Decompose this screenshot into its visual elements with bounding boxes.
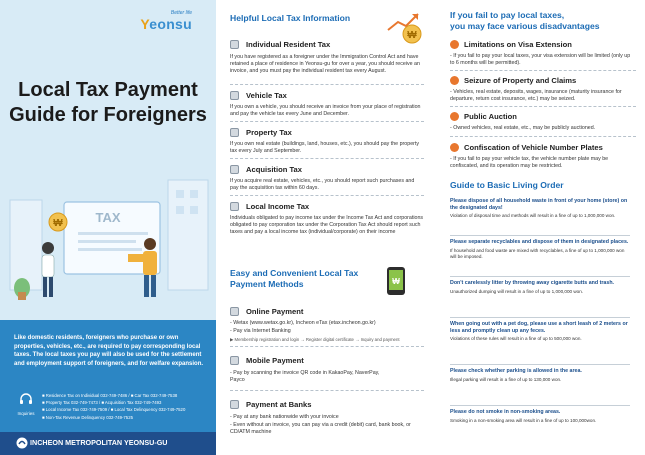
footer-org-name: INCHEON METROPOLITAN YEONSU-GU xyxy=(30,438,168,447)
living-order-penalty: Violation of disposal time and methods will result in a fine of up to 1,000,000 won. xyxy=(450,213,616,219)
divider xyxy=(230,84,424,85)
yeonsu-logo xyxy=(140,10,192,32)
living-order-penalty: If household and food waste are mixed with recyclables, a fine of up to 1,000,000 won will be imposed. xyxy=(450,247,625,259)
warning-icon xyxy=(450,40,459,49)
living-order-penalty: Unauthorized dumping will result in a fine of up to 1,000,000 won. xyxy=(450,288,584,294)
computer-icon xyxy=(230,307,239,316)
divider xyxy=(450,106,636,107)
divider xyxy=(450,136,636,137)
living-order-rule: When going out with a pet dog, please use a short leash of 2 meters or less and promptly clean up any feces. xyxy=(450,321,628,334)
money-bag-icon xyxy=(386,10,426,44)
living-order-rule: Please dispose of all household waste in front of your home (store) on the designated days! xyxy=(450,198,628,211)
divider xyxy=(450,70,636,71)
online-payment-note: ▶ Membership registration and login → Register digital certificate → Inquiry and payment xyxy=(230,337,400,342)
divider xyxy=(230,346,424,347)
cover-title: Local Tax Payment Guide for Foreigners xyxy=(9,79,207,126)
online-payment-line: - Wetax (www.wetax.go.kr), Incheon eTax (etax.incheon.go.kr) xyxy=(230,320,376,326)
intro-text: Like domestic residents, foreigners who purchase or own properties, vehicles, etc., are required to pay corresponding local taxes. The local taxes you pay will also be used for the settlement and employment support of foreigners, and for welfare expansion. xyxy=(14,335,204,367)
inquiry-line: ■ Local Income Tax 032-749-7509 / ■ Local Tax Delinquency 032-749-7520 xyxy=(42,407,186,413)
property-tax-heading: Property Tax xyxy=(246,128,292,137)
plates-text: - If you fail to pay your vehicle tax, the vehicle number plate may be confiscated, and its operation may be restricted. xyxy=(450,156,609,170)
living-order-item xyxy=(450,239,630,277)
divider xyxy=(230,158,424,159)
inquiries-label-group xyxy=(14,392,38,416)
acquisition-tax-heading: Acquisition Tax xyxy=(246,165,302,174)
living-order-penalty: Violations of these rules will result in a fine of up to 500,000 won. xyxy=(450,336,582,342)
local-income-tax-heading: Local Income Tax xyxy=(246,202,310,211)
online-payment-heading: Online Payment xyxy=(246,307,304,316)
mobile-payment-heading: Mobile Payment xyxy=(246,356,304,365)
cover-panel xyxy=(0,0,216,455)
individual-resident-tax-heading: Individual Resident Tax xyxy=(246,40,331,49)
disadvantages-title: If you fail to pay local taxes, you may face various disadvantages xyxy=(450,10,600,31)
living-order-item xyxy=(450,321,630,365)
warning-icon xyxy=(450,143,459,152)
tax-board-label: TAX xyxy=(95,210,121,225)
living-order-penalty: Smoking in a non-smoking area will result in a fine of up to 100,000won. xyxy=(450,417,597,423)
payment-section-title: Easy and Convenient Local Tax Payment Methods xyxy=(230,268,359,289)
online-payment-line: - Pay via Internet Banking xyxy=(230,328,291,334)
visa-limit-heading: Limitations on Visa Extension xyxy=(464,40,572,49)
living-order-item xyxy=(450,368,630,406)
inquiry-line: ■ Residence Tax on Individual 032-749-7486 / ■ Car Tax 032-749-7538 xyxy=(42,393,178,398)
logo-tagline: Better life xyxy=(170,10,192,16)
bank-payment-line: - Even without an invoice, you can pay via a credit (debit) card, bank book, or CD/ATM machine xyxy=(230,422,411,436)
bank-payment-line: - Pay at any bank nationwide with your invoice xyxy=(230,414,339,420)
inquiry-line: ■ Non-Tax Revenue Delinquency 032-749-7525 xyxy=(42,414,133,420)
document-icon xyxy=(230,91,239,100)
phone-icon xyxy=(386,266,406,296)
info-section-title: Helpful Local Tax Information xyxy=(230,13,351,23)
svg-text:₩: ₩ xyxy=(407,30,417,41)
acquisition-tax-text: If you acquire real estate, vehicles, etc., you should report such purchases and pay the acquisition tax within 60 days. xyxy=(230,178,415,192)
living-order-penalty: Illegal parking will result in a fine of up to 130,000 won. xyxy=(450,376,562,382)
auction-text: - Owned vehicles, real estate, etc., may be publicly auctioned. xyxy=(450,125,596,131)
living-order-item xyxy=(450,409,630,447)
vehicle-tax-heading: Vehicle Tax xyxy=(246,91,287,100)
divider xyxy=(230,195,424,196)
svg-text:₩: ₩ xyxy=(392,277,400,286)
seizure-text: - Vehicles, real estate, deposits, wages, insurance (maturity insurance for departure, return cost insurance, etc.) may be seized. xyxy=(450,89,622,103)
mobile-icon xyxy=(230,356,239,365)
headset-icon xyxy=(19,393,33,405)
individual-resident-tax-text: If you have registered as a foreigner under the Immigration Control Act and have retained a place of residence in Yeonsu-gu for over a year, you should receive an invoice, and you must pay the individual resident tax every August. xyxy=(230,54,420,75)
divider xyxy=(230,121,424,122)
auction-heading: Public Auction xyxy=(464,112,517,121)
seizure-heading: Seizure of Property and Claims xyxy=(464,76,577,85)
emblem-icon xyxy=(16,437,28,449)
document-icon xyxy=(230,165,239,174)
info-panel xyxy=(216,0,434,455)
visa-limit-text: - If you fail to pay your local taxes, your visa extension will be limited (only up to 6 months will be permitted). xyxy=(450,53,631,67)
living-order-title: Guide to Basic Living Order xyxy=(450,180,564,190)
living-order-item xyxy=(450,198,630,236)
plates-heading: Confiscation of Vehicle Number Plates xyxy=(464,143,603,152)
bank-icon xyxy=(230,400,239,409)
living-order-rule: Please separate recyclables and dispose of them in designated places. xyxy=(450,239,629,245)
local-income-tax-text: Individuals obligated to pay income tax under the Income Tax Act and corporations obligated to pay corporation tax under the Corporation Tax Act should report such taxes and pay a local income tax (individual/corporate) on their income xyxy=(230,215,424,236)
document-icon xyxy=(230,128,239,137)
warning-icon xyxy=(450,112,459,121)
inquiries-label: Inquiries xyxy=(17,411,35,416)
bank-payment-heading: Payment at Banks xyxy=(246,400,312,409)
vehicle-tax-text: If you own a vehicle, you should receive an invoice from your place of registration and pay the vehicle tax every June and December. xyxy=(230,104,421,118)
divider xyxy=(230,390,424,391)
living-order-item xyxy=(450,280,630,318)
living-order-rule: Don't carelessly litter by throwing away cigarette butts and trash. xyxy=(450,280,615,286)
mobile-payment-text: - Pay by scanning the invoice QR code in KakaoPay, NaverPay, Payco xyxy=(230,370,380,384)
inquiry-line: ■ Property Tax 032-749-7473 / ■ Acquisition Tax 032-749-7493 xyxy=(42,400,162,406)
property-tax-text: If you own real estate (buildings, land, houses, etc.), you should pay the property tax every July and September. xyxy=(230,141,420,155)
cover-illustration xyxy=(0,160,216,310)
warning-icon xyxy=(450,76,459,85)
living-order-rule: Please check whether parking is allowed in the area. xyxy=(450,368,582,374)
logo-wordmark: Yeonsu xyxy=(140,16,192,32)
svg-text:₩: ₩ xyxy=(53,218,63,229)
living-order-rule: Please do not smoke in non-smoking areas. xyxy=(450,409,561,415)
document-icon xyxy=(230,40,239,49)
document-icon xyxy=(230,202,239,211)
